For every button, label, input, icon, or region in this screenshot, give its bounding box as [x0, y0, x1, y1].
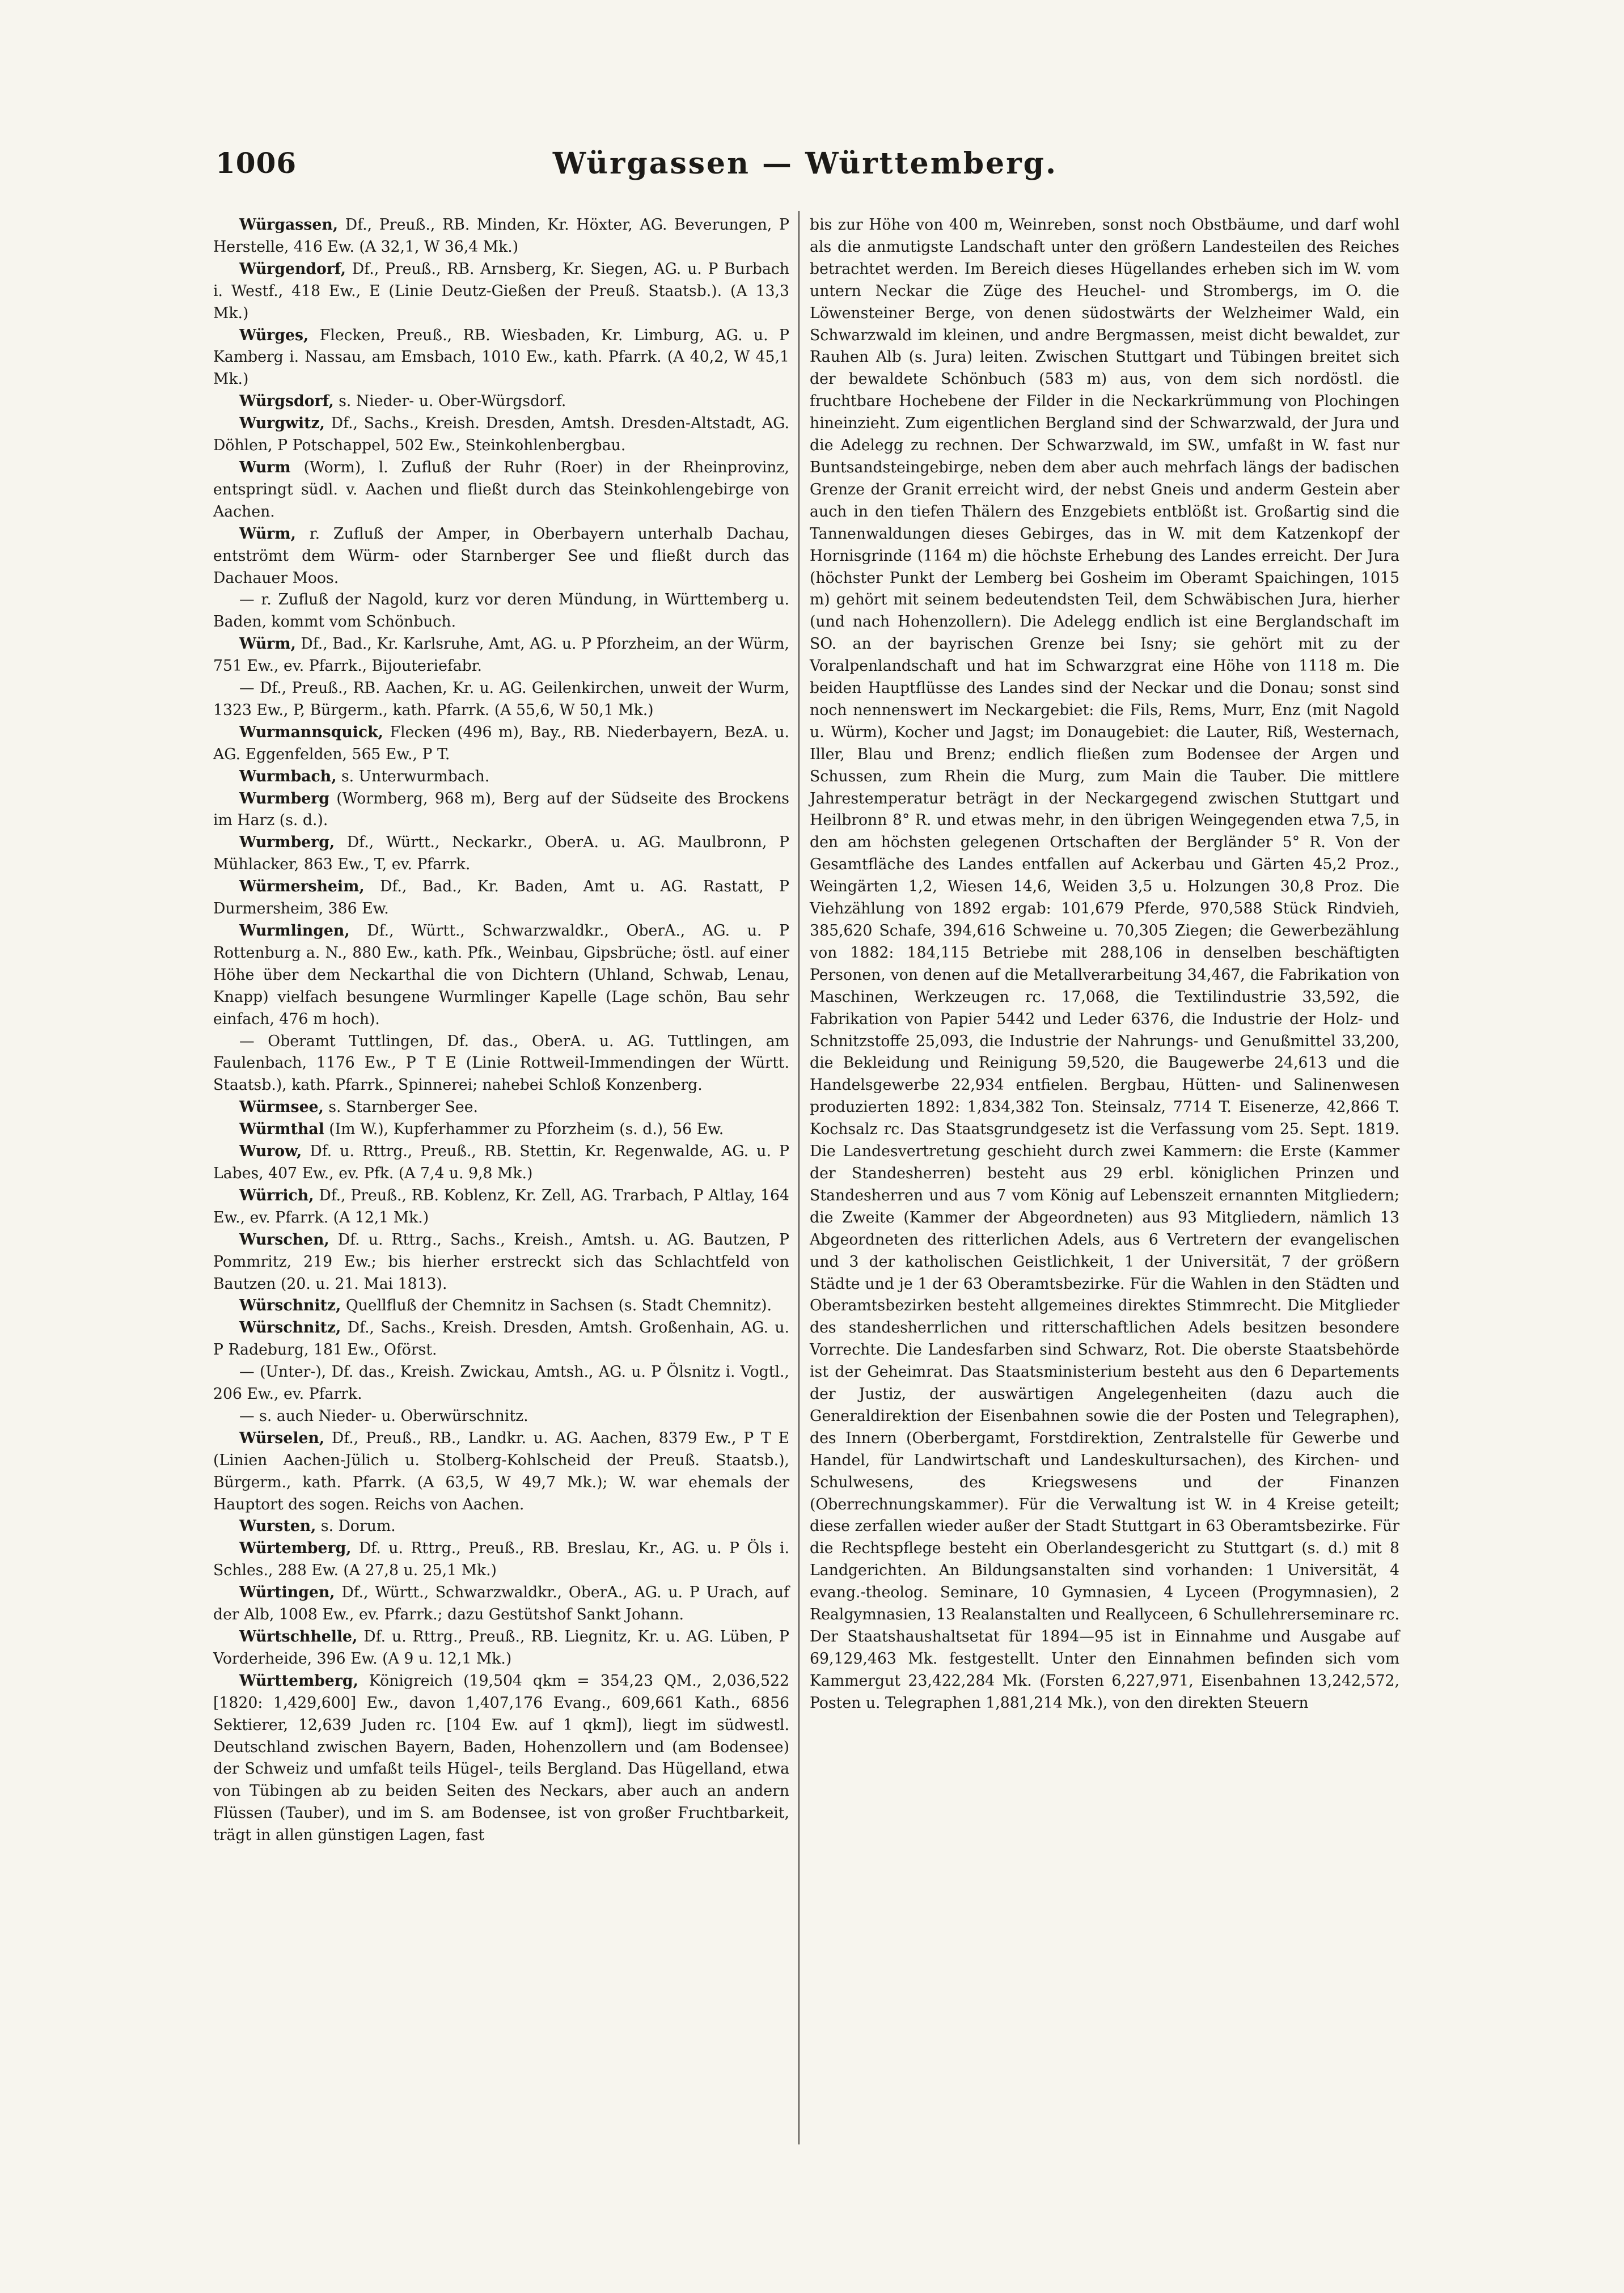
entry-text: r. Zufluß der Amper, in Oberbayern unterhalb Dachau, entströmt dem Würm- oder Starnberger See und fließt durch das Dachauer Moos.: [213, 524, 789, 587]
entry-headword: Wurschen,: [239, 1230, 329, 1249]
entry-text: (Wormberg, 968 m), Berg auf der Südseite des Brockens im Harz (s. d.).: [213, 789, 789, 830]
entry-headword: Würrich,: [239, 1186, 314, 1204]
entry-headword: Wurmberg,: [239, 834, 335, 852]
entry-headword: Würm,: [239, 524, 296, 543]
dictionary-entry: [213, 1141, 789, 1185]
entry-text: Df., Württ., Neckarkr., OberA. u. AG. Maulbronn, P Mühlacker, 863 Ew., T, ev. Pfarrk.: [213, 834, 789, 874]
dictionary-entry: [213, 788, 789, 832]
entry-headword: Würges,: [239, 326, 309, 344]
entry-headword: Würschnitz,: [239, 1297, 341, 1315]
entry-text: Df. u. Rttrg., Preuß., RB. Breslau, Kr., AG. u. P Öls i. Schles., 288 Ew. (A 27,8 u. 25,1 Mk.): [213, 1539, 789, 1580]
dictionary-entry: [213, 325, 789, 391]
page-title: Würgassen — Württemberg.: [552, 146, 1058, 181]
entry-text: Flecken (496 m), Bay., RB. Niederbayern, BezA. u. AG. Eggenfelden, 565 Ew., P T.: [213, 723, 789, 763]
dictionary-entry: [213, 1317, 789, 1361]
entry-headword: Würtemberg,: [239, 1539, 352, 1558]
dictionary-entry: [213, 876, 789, 920]
dictionary-entry: [213, 1516, 789, 1538]
entry-text: — (Unter-), Df. das., Kreish. Zwickau, Amtsh., AG. u. P Ölsnitz i. Vogtl., 206 Ew., ev. Pfarrk.: [213, 1363, 789, 1403]
dictionary-entry: [213, 633, 789, 678]
entry-text: Df. u. Rttrg., Sachs., Kreish., Amtsh. u. AG. Bautzen, P Pommritz, 219 Ew.; bis hierher erstreckt sich das Schlachtfeld von Bautzen (20. u. 21. Mai 1813).: [213, 1230, 789, 1293]
entry-headword: Wurm: [239, 458, 291, 476]
entry-headword: Würselen,: [239, 1429, 325, 1447]
entry-headword: Würm,: [239, 635, 296, 653]
dictionary-entry: [213, 832, 789, 876]
dictionary-entry: [213, 1538, 789, 1582]
entry-text: — Oberamt Tuttlingen, Df. das., OberA. u. AG. Tuttlingen, am Faulenbach, 1176 Ew., P T E (Linie Rottweil-Immendingen der Württ. Staatsb.), kath. Pfarrk., Spinnerei; nahebei Schloß Konzenberg.: [213, 1032, 789, 1094]
entry-headword: Wurmbach,: [239, 767, 337, 785]
article-paragraph: bis zur Höhe von 400 m, Weinreben, sonst noch Obstbäume, und darf wohl als die anmutigste Landschaft unter den größern Landesteilen des Reiches betrachtet werden. Im Bereich dieses Hügellandes erheben sich im W. vom untern Neckar die Züge des Heuchel- und Strombergs, im O. die Löwensteiner Berge, von denen südostwärts der Welzheimer Wald, ein Schwarzwald im kleinen, und andre Bergmassen, meist dicht bewaldet, zur Rauhen Alb (s. Jura) leiten. Zwischen Stuttgart und Tübingen breitet sich der bewaldete Schönbuch (583 m) aus, von dem sich nordöstl. die fruchtbare Hochebene der Filder in die Neckarkrümmung von Plochingen hineinzieht. Zum eigentlichen Bergland sind der Schwarzwald, der Jura und die Adelegg zu rechnen. Der Schwarzwald, im SW., umfaßt in W. fast nur Buntsandsteingebirge, neben dem aber auch mehrfach längs der badischen Grenze der Granit erreicht wird, der nebst Gneis und anderm Gestein aber auch in den tiefen Thälern des Enzgebiets entblößt ist. Großartig sind die Tannenwaldungen dieses Gebirges, das in W. mit dem Katzenkopf der Hornisgrinde (1164 m) die höchste Erhebung des Landes erreicht. Der Jura (höchster Punkt der Lemberg bei Gosheim im Oberamt Spaichingen, 1015 m) gehört mit seinem bedeutendsten Teil, dem Schwäbischen Jura, hierher (und nach Hohenzollern). Die Adelegg endlich ist eine Berglandschaft im SO. an der bayrischen Grenze bei Isny; sie gehört mit zu der Voralpenlandschaft und hat im Schwarzgrat eine Höhe von 1118 m. Die beiden Hauptflüsse des Landes sind der Neckar und die Donau; sonst sind noch nennenswert im Neckargebiet: die Fils, Rems, Murr, Enz (mit Nagold u. Würm), Kocher und Jagst; im Donaugebiet: die Lauter, Riß, Westernach, Iller, Blau und Brenz; endlich fließen zum Bodensee der Argen und Schussen, zum Rhein die Murg, zum Main die Tauber. Die mittlere Jahrestemperatur beträgt in der Neckargegend zwischen Stuttgart und Heilbronn 8° R. und etwas mehr, in den übrigen Weingegenden etwa 7,5, in den am höchsten gelegenen Ortschaften der Bergländer 5° R. Von der Gesamtfläche des Landes entfallen auf Ackerbau und Gärten 45,2 Proz., Weingärten 1,2, Wiesen 14,6, Weiden 3,5 u. Holzungen 30,8 Proz. Die Viehzählung von 1892 ergab: 101,679 Pferde, 970,588 Stück Rindvieh, 385,620 Schafe, 394,616 Schweine u. 70,305 Ziegen; die Gewerbezählung von 1882: 184,115 Betriebe mit 288,106 in denselben beschäftigten Personen, von denen auf die Metallverarbeitung 34,467, die Fabrikation von Maschinen, Werkzeugen rc. 17,068, die Textilindustrie 33,592, die Fabrikation von Papier 5442 und Leder 6376, die Industrie der Holz- und Schnitzstoffe 25,093, die Industrie der Nahrungs- und Genußmittel 33,200, die Bekleidung und Reinigung 59,520, die Baugewerbe 24,613 und die Handelsgewerbe 22,934 entfielen. Bergbau, Hütten- und Salinenwesen produzierten 1892: 1,834,382 Ton. Steinsalz, 7714 T. Eisenerze, 42,866 T. Kochsalz rc. Das Staatsgrundgesetz ist die Verfassung vom 25. Sept. 1819. Die Landesvertretung geschieht durch zwei Kammern: die Erste (Kammer der Standesherren) besteht aus 29 erbl. königlichen Prinzen und Standesherren und aus 7 vom König auf Lebenszeit ernannten Mitgliedern; die Zweite (Kammer der Abgeordneten) aus 93 Mitgliedern, nämlich 13 Abgeordneten des ritterlichen Adels, aus 6 Vertretern der evangelischen und 3 der katholischen Geistlichkeit, 1 der Universität, 7 der größern Städte und je 1 der 63 Oberamtsbezirke. Für die Wahlen in den Städten und Oberamtsbezirken besteht allgemeines direktes Stimmrecht. Die Mitglieder des standesherrlichen und ritterschaftlichen Adels besitzen besondere Vorrechte. Die Landesfarben sind Schwarz, Rot. Die oberste Staatsbehörde ist der Geheimrat. Das Staatsministerium besteht aus den 6 Departements der Justiz, der auswärtigen Angelegenheiten (dazu auch die Generaldirektion der Eisenbahnen sowie die der Posten und Telegraphen), des Innern (Oberbergamt, Forstdirektion, Zentralstelle für Gewerbe und Handel, für Landwirtschaft und Landeskultursachen), des Kirchen- und Schulwesens, des Kriegswesens und der Finanzen (Oberrechnungskammer). Für die Verwaltung ist W. in 4 Kreise geteilt; diese zerfallen wieder außer der Stadt Stuttgart in 63 Oberamtsbezirke. Für die Rechtspflege besteht ein Oberlandesgericht zu Stuttgart (s. d.) mit 8 Landgerichten. An Bildungsanstalten sind vorhanden: 1 Universität, 4 evang.-theolog. Seminare, 10 Gymnasien, 4 Lyceen (Progymnasien), 2 Realgymnasien, 13 Realanstalten und Reallyceen, 6 Schullehrerseminare rc. Der Staatshaushaltsetat für 1894—95 ist in Einnahme und Ausgabe auf 69,129,463 Mk. festgestellt. Unter den Einnahmen befinden sich vom Kammergut 23,422,284 Mk. (Forsten 6,227,971, Eisenbahnen 13,242,572, Posten u. Telegraphen 1,881,214 Mk.), von den direkten Steuern: [810, 216, 1399, 1712]
left-column: [213, 214, 789, 1847]
column-divider: [798, 211, 800, 2144]
entry-headword: Wurmberg: [239, 789, 329, 807]
entry-text: Df., Preuß., RB. Koblenz, Kr. Zell, AG. Trarbach, P Altlay, 164 Ew., ev. Pfarrk. (A 12,1 Mk.): [213, 1186, 789, 1226]
entry-text: s. Starnberger See.: [323, 1098, 478, 1116]
dictionary-entry: [213, 259, 789, 325]
entry-text: Df., Sachs., Kreish. Dresden, Amtsh. Dresden-Altstadt, AG. Döhlen, P Potschappel, 502 Ew., Steinkohlenbergbau.: [213, 414, 789, 455]
dictionary-entry: [213, 920, 789, 1031]
entry-text: Df., Preuß., RB. Arnsberg, Kr. Siegen, AG. u. P Burbach i. Westf., 418 Ew., E (Linie Deutz-Gießen der Preuß. Staatsb.). (A 13,3 Mk.): [213, 260, 789, 322]
page-number: 1006: [215, 146, 297, 180]
entry-headword: Wursten,: [239, 1517, 316, 1535]
entry-headword: Wurmannsquick,: [239, 723, 383, 741]
entry-text: Df. u. Rttrg., Preuß., RB. Stettin, Kr. Regenwalde, AG. u. P Labes, 407 Ew., ev. Pfk. (A 7,4 u. 9,8 Mk.): [213, 1143, 789, 1182]
dictionary-entry: [213, 214, 789, 259]
entry-text: — s. auch Nieder- u. Oberwürschnitz.: [239, 1407, 528, 1425]
dictionary-entry: [213, 1229, 789, 1296]
page-header: [215, 146, 1395, 192]
entry-headword: Würgassen,: [239, 216, 339, 234]
entry-headword: Wurgwitz,: [239, 414, 325, 433]
entry-headword: Würmthal: [239, 1120, 324, 1139]
entry-headword: Würmsee,: [239, 1098, 324, 1116]
entry-text: Df., Bad., Kr. Karlsruhe, Amt, AG. u. P Pforzheim, an der Würm, 751 Ew., ev. Pfarrk., Bijouteriefabr.: [213, 635, 789, 675]
entry-headword: Würgendorf,: [239, 260, 346, 278]
entry-headword: Würtschhelle,: [239, 1628, 358, 1645]
dictionary-entry: [213, 1626, 789, 1670]
entry-text: Df. u. Rttrg., Preuß., RB. Liegnitz, Kr. u. AG. Lüben, P Vorderheide, 396 Ew. (A 9 u. 12,1 Mk.): [213, 1628, 789, 1668]
dictionary-entry: [213, 1670, 789, 1847]
entry-headword: Würschnitz,: [239, 1319, 341, 1337]
dictionary-entry: [213, 1406, 789, 1428]
entry-headword: Württemberg,: [239, 1672, 358, 1690]
dictionary-entry: [213, 1295, 789, 1317]
dictionary-entry: [213, 413, 789, 457]
dictionary-entry: [213, 457, 789, 523]
dictionary-entry: [213, 1119, 789, 1141]
dictionary-entry: [213, 1361, 789, 1406]
entry-text: s. Unterwurmbach.: [336, 767, 490, 785]
dictionary-entry: [213, 1031, 789, 1097]
entry-text: — r. Zufluß der Nagold, kurz vor deren Mündung, in Württemberg u. Baden, kommt vom Schönbuch.: [213, 591, 789, 631]
entry-text: Df., Preuß., RB., Landkr. u. AG. Aachen, 8379 Ew., P T E (Linien Aachen-Jülich u. Stolberg-Kohlscheid der Preuß. Staatsb.), Bürgerm., kath. Pfarrk. (A 63,5, W 49,7 Mk.); W. war ehemals der Hauptort des sogen. Reichs von Aachen.: [213, 1429, 789, 1513]
entry-text: Df., Württ., Schwarzwaldkr., OberA., AG. u. P Rottenburg a. N., 880 Ew., kath. Pfk., Weinbau, Gipsbrüche; östl. auf einer Höhe über dem Neckarthal die von Dichtern (Uhland, Schwab, Lenau, Knapp) vielfach besungene Wurmlinger Kapelle (Lage schön, Bau sehr einfach, 476 m hoch).: [213, 922, 789, 1028]
right-column: [810, 214, 1399, 1715]
entry-text: Df., Preuß., RB. Minden, Kr. Höxter, AG. Beverungen, P Herstelle, 416 Ew. (A 32,1, W 36,4 Mk.): [213, 216, 789, 256]
entry-headword: Würgsdorf,: [239, 392, 334, 411]
entry-headword: Würtingen,: [239, 1584, 335, 1602]
entry-text: Df., Sachs., Kreish. Dresden, Amtsh. Großenhain, AG. u. P Radeburg, 181 Ew., Oförst.: [213, 1319, 789, 1359]
entry-headword: Wurow,: [239, 1143, 302, 1161]
dictionary-entry: [213, 391, 789, 413]
dictionary-entry: [213, 678, 789, 722]
dictionary-entry: [213, 722, 789, 766]
dictionary-entry: [213, 589, 789, 633]
entry-text: Df., Württ., Schwarzwaldkr., OberA., AG. u. P Urach, auf der Alb, 1008 Ew., ev. Pfarrk.; dazu Gestütshof Sankt Johann.: [213, 1584, 789, 1624]
entry-text: (Worm), l. Zufluß der Ruhr (Roer) in der Rheinprovinz, entspringt südl. v. Aachen und fließt durch das Steinkohlengebirge von Aachen.: [213, 458, 789, 521]
dictionary-entry: [213, 766, 789, 788]
dictionary-entry: [213, 1185, 789, 1229]
dictionary-entry: [213, 523, 789, 590]
entry-text: Df., Bad., Kr. Baden, Amt u. AG. Rastatt, P Durmersheim, 386 Ew.: [213, 878, 789, 918]
dictionary-entry: [213, 1097, 789, 1119]
entry-text: s. Nieder- u. Ober-Würgsdorf.: [333, 392, 566, 411]
entry-text: — Df., Preuß., RB. Aachen, Kr. u. AG. Geilenkirchen, unweit der Wurm, 1323 Ew., P, Bürgerm., kath. Pfarrk. (A 55,6, W 50,1 Mk.): [213, 679, 789, 719]
entry-headword: Wurmlingen,: [239, 922, 350, 940]
entry-text: Königreich (19,504 qkm = 354,23 QM., 2,036,522 [1820: 1,429,600] Ew., davon 1,407,176 Evang., 609,661 Kath., 6856 Sektierer, 12,639 Juden rc. [104 Ew. auf 1 qkm]), liegt im südwestl. Deutschland zwischen Bayern, Baden, Hohenzollern und (am Bodensee) der Schweiz und umfaßt teils Hügel-, teils Bergland. Das Hügelland, etwa von Tübingen ab zu beiden Seiten des Neckars, aber auch an andern Flüssen (Tauber), und im S. am Bodensee, ist von großer Fruchtbarkeit, trägt in allen günstigen Lagen, fast: [213, 1672, 789, 1844]
entry-text: (Im W.), Kupferhammer zu Pforzheim (s. d.), 56 Ew.: [324, 1120, 724, 1139]
entry-text: s. Dorum.: [316, 1517, 396, 1535]
dictionary-entry: [213, 1582, 789, 1626]
entry-text: Quellfluß der Chemnitz in Sachsen (s. Stadt Chemnitz).: [341, 1297, 772, 1315]
entry-headword: Würmersheim,: [239, 878, 365, 896]
dictionary-entry: [213, 1428, 789, 1516]
entry-text: Flecken, Preuß., RB. Wiesbaden, Kr. Limburg, AG. u. P Kamberg i. Nassau, am Emsbach, 1010 Ew., kath. Pfarrk. (A 40,2, W 45,1 Mk.): [213, 326, 789, 388]
